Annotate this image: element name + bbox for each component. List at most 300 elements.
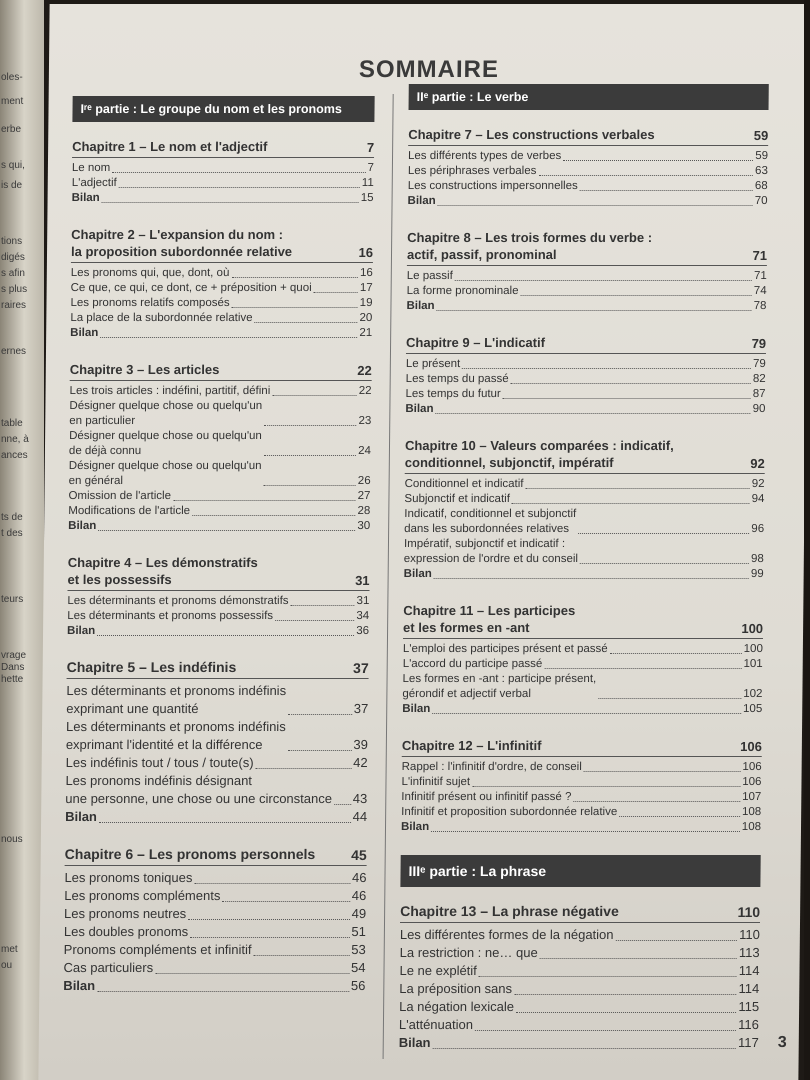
margin-fragment: ances (1, 450, 28, 461)
chapter-title-text: Chapitre 3 – Les articles (69, 362, 220, 377)
page-title: SOMMAIRE (358, 56, 500, 83)
dot-leader (479, 976, 737, 977)
toc-entry (399, 998, 759, 1016)
toc-entry (408, 164, 768, 179)
toc-entry (399, 962, 759, 980)
chapter-page-number: 7 (366, 140, 375, 155)
dot-leader (275, 620, 354, 621)
chapter-title (408, 126, 768, 146)
entry-page-number: 107 (742, 791, 762, 803)
entry-page-number: 24 (358, 445, 372, 457)
entry-label: Bilan (67, 625, 96, 637)
entry-label: Infinitif et proposition subordonnée relative (401, 806, 618, 818)
margin-fragment: ts de (1, 512, 23, 523)
entry-label: Les pronoms toniques (64, 870, 193, 885)
toc-entry (402, 760, 762, 775)
chapter-block (402, 602, 763, 717)
entry-label: Bilan (63, 978, 96, 993)
dot-leader (254, 955, 350, 956)
entry-page-number: 101 (743, 658, 763, 670)
entry-page-number: 92 (751, 478, 765, 490)
chapter-title (71, 226, 373, 263)
background-edge (804, 0, 810, 1080)
margin-fragment: tions (1, 236, 23, 247)
toc-entry (70, 311, 372, 326)
chapter-title (400, 903, 760, 923)
dot-leader (573, 801, 740, 802)
toc-entry (404, 507, 764, 537)
entry-label: Conditionnel et indicatif (404, 478, 524, 490)
toc-entry (64, 869, 366, 887)
part-2-header: IIᵉ partie : Le verbe (409, 84, 769, 110)
entry-label: Bilan (400, 821, 430, 833)
dot-leader (192, 515, 355, 516)
entry-label: Les pronoms neutres (64, 906, 187, 921)
dot-leader (314, 292, 358, 293)
entry-page-number: 114 (738, 981, 760, 996)
dot-leader (516, 1012, 736, 1013)
chapter-page-number: 100 (741, 621, 764, 636)
dot-leader (580, 190, 753, 191)
entry-label: Bilan (71, 192, 100, 204)
entry-page-number: 68 (754, 180, 768, 192)
entry-page-number: 90 (752, 403, 766, 415)
chapter-title (72, 138, 374, 158)
entry-label: Indicatif, conditionnel et subjonctif dans les subordonnées relatives (404, 508, 577, 535)
entry-label: Les différents types de verbes (407, 150, 562, 162)
entry-label: La préposition sans (399, 981, 513, 996)
margin-fragment: s plus (1, 284, 28, 295)
entry-label: L'emploi des participes présent et passé (402, 643, 608, 655)
part-3-header: IIIᵉ partie : La phrase (400, 855, 760, 887)
dot-leader (437, 310, 752, 311)
dot-leader (616, 940, 738, 941)
chapter-page-number: 106 (740, 739, 762, 754)
entry-page-number: 28 (357, 505, 371, 517)
toc-entry (400, 926, 760, 944)
right-column (398, 84, 768, 1072)
entry-page-number: 37 (353, 701, 369, 716)
entry-label: Bilan (398, 1035, 431, 1050)
bilan-entry (67, 624, 369, 639)
chapter-block (72, 138, 375, 206)
page-number: 3 (777, 1034, 787, 1051)
toc-entry (71, 281, 373, 296)
toc-entry (69, 459, 371, 489)
entry-label: Les pronoms indéfinis désignant une personne, une chose ou une circonstance (65, 773, 333, 806)
entry-page-number: 44 (352, 809, 368, 824)
entry-label: L'accord du participe passé (402, 658, 543, 670)
toc-entry (68, 489, 370, 504)
entry-label: La restriction : ne… que (399, 945, 538, 960)
entry-page-number: 43 (352, 791, 368, 806)
dot-leader (173, 500, 356, 501)
dot-leader (255, 322, 358, 323)
toc-entry (404, 492, 764, 507)
entry-page-number: 114 (738, 963, 760, 978)
chapter-page-number: 71 (752, 248, 768, 263)
chapter-title (407, 229, 767, 266)
entry-page-number: 17 (359, 282, 373, 294)
toc-entry (70, 296, 372, 311)
dot-leader (512, 503, 750, 504)
dot-leader (584, 771, 741, 772)
entry-page-number: 7 (367, 162, 374, 174)
left-chapter-list (63, 138, 374, 995)
dot-leader (272, 395, 357, 396)
entry-page-number: 11 (361, 177, 374, 189)
dot-leader (222, 901, 349, 902)
entry-page-number: 26 (357, 475, 371, 487)
entry-label: Bilan (403, 568, 432, 580)
dot-leader (434, 578, 749, 579)
toc-entry (401, 805, 761, 820)
entry-label: Cas particuliers (63, 960, 154, 975)
chapter-title (67, 659, 369, 679)
toc-entry (408, 149, 768, 164)
dot-leader (511, 383, 751, 384)
chapter-title-text: Chapitre 13 – La phrase négative (400, 903, 619, 919)
chapter-block (407, 126, 768, 209)
entry-label: Le passif (406, 270, 453, 282)
chapter-title (67, 554, 369, 591)
entry-label: Bilan (68, 520, 97, 532)
dot-leader (578, 533, 749, 534)
dot-leader (97, 635, 354, 636)
toc-entry (403, 657, 763, 672)
entry-page-number: 22 (358, 385, 372, 397)
toc-entry (68, 504, 370, 519)
entry-page-number: 74 (753, 285, 767, 297)
bilan-entry (401, 820, 761, 835)
entry-page-number: 87 (752, 388, 766, 400)
dot-leader (190, 937, 349, 938)
entry-label: Le nom (71, 162, 111, 174)
dot-leader (264, 455, 356, 456)
dot-leader (334, 804, 351, 805)
dot-leader (475, 1030, 736, 1031)
chapter-page-number: 59 (753, 128, 769, 143)
margin-fragment: s qui, (1, 160, 25, 171)
bilan-entry (404, 567, 764, 582)
chapter-title-text: Chapitre 12 – L'infinitif (401, 738, 542, 753)
dot-leader (264, 425, 356, 426)
entry-label: La place de la subordonnée relative (70, 312, 253, 324)
chapter-page-number: 16 (358, 245, 374, 260)
margin-fragment: oles- (1, 72, 23, 83)
entry-page-number: 20 (359, 312, 373, 324)
entry-label: Rappel : l'infinitif d'ordre, de conseil (401, 761, 582, 773)
entry-page-number: 63 (755, 165, 768, 177)
chapter-title (70, 361, 372, 381)
dot-leader (100, 337, 357, 338)
margin-fragment: raires (1, 300, 27, 311)
entry-page-number: 39 (353, 737, 368, 752)
chapter-page-number: 92 (750, 456, 765, 471)
entry-page-number: 98 (750, 553, 764, 565)
toc-entry (72, 176, 374, 191)
chapter-block (68, 361, 372, 534)
toc-entry (408, 179, 768, 194)
left-column (63, 96, 375, 1015)
dot-leader (563, 160, 753, 161)
chapter-title-text: Chapitre 9 – L'indicatif (406, 335, 546, 350)
entry-label: Les doubles pronoms (63, 924, 189, 939)
entry-label: Désigner quelque chose ou quelqu'un en général (68, 460, 262, 487)
toc-entry (406, 372, 766, 387)
toc-entry (402, 672, 762, 702)
entry-page-number: 34 (356, 610, 370, 622)
dot-leader (119, 187, 360, 188)
toc-entry (400, 944, 760, 962)
bilan-entry (70, 326, 372, 341)
entry-page-number: 100 (743, 643, 763, 655)
entry-page-number: 42 (353, 755, 368, 770)
bilan-entry (407, 194, 767, 209)
toc-entry (69, 429, 371, 459)
margin-fragment: table (1, 418, 23, 429)
entry-page-number: 115 (738, 999, 760, 1014)
margin-fragment: nous (1, 834, 23, 845)
dot-leader (520, 295, 751, 296)
toc-entry (65, 772, 367, 808)
dot-leader (580, 563, 749, 564)
column-divider (383, 94, 394, 1059)
chapter-page-number: 22 (357, 363, 372, 378)
dot-leader (431, 831, 740, 832)
toc-entry (404, 537, 764, 567)
entry-page-number: 70 (754, 195, 768, 207)
entry-page-number: 108 (741, 806, 762, 818)
toc-entry (67, 594, 369, 609)
margin-fragment: ernes (1, 346, 27, 357)
dot-leader (288, 714, 352, 715)
entry-label: Pronoms compléments et infinitif (63, 942, 252, 957)
toc-entry (407, 284, 767, 299)
dot-leader (455, 280, 752, 281)
toc-page (38, 4, 809, 1080)
toc-entry (67, 609, 369, 624)
entry-label: Infinitif présent ou infinitif passé ? (401, 791, 572, 803)
entry-label: Les pronoms relatifs composés (70, 297, 230, 309)
dot-leader (263, 485, 355, 486)
entry-page-number: 110 (739, 927, 760, 942)
entry-page-number: 31 (356, 595, 370, 607)
chapter-block (65, 659, 369, 826)
dot-leader (432, 713, 741, 714)
entry-page-number: 71 (753, 270, 767, 282)
dot-leader (462, 368, 751, 369)
entry-label: Bilan (406, 300, 435, 312)
toc-entry (71, 266, 373, 281)
margin-fragment: teurs (1, 594, 24, 605)
entry-label: Les pronoms compléments (64, 888, 221, 903)
dot-leader (102, 202, 359, 203)
chapter-title (65, 846, 367, 866)
margin-fragment: erbe (1, 124, 22, 135)
margin-fragment: t des (1, 528, 23, 539)
entry-page-number: 49 (351, 906, 367, 921)
entry-page-number: 53 (351, 942, 366, 957)
entry-label: Les temps du passé (405, 373, 509, 385)
entry-label: Le ne explétif (399, 963, 477, 978)
previous-page-edge (0, 0, 44, 1080)
entry-page-number: 79 (753, 358, 766, 370)
entry-label: Bilan (70, 327, 99, 339)
entry-label: Bilan (407, 195, 436, 207)
chapter-block (404, 437, 766, 582)
entry-label: Les indéfinis tout / tous / toute(s) (65, 755, 254, 770)
entry-page-number: 30 (357, 520, 371, 532)
toc-entry (403, 642, 763, 657)
entry-page-number: 16 (359, 267, 373, 279)
chapter-block (399, 903, 761, 1052)
entry-label: L'infinitif sujet (401, 776, 471, 788)
dot-leader (194, 883, 350, 884)
chapter-title-text: Chapitre 8 – Les trois formes du verbe : actif, passif, pronominal (406, 230, 653, 262)
chapter-title (403, 602, 763, 639)
entry-page-number: 99 (750, 568, 764, 580)
entry-page-number: 46 (351, 888, 367, 903)
dot-leader (619, 816, 740, 817)
entry-label: Les temps du futur (405, 388, 501, 400)
margin-fragment: ment (1, 96, 24, 107)
dot-leader (112, 172, 365, 173)
toc-entry (64, 887, 366, 905)
margin-fragment: nne, à (1, 434, 29, 445)
margin-fragment: met (1, 944, 18, 955)
chapter-title (405, 437, 765, 474)
toc-entry (405, 477, 765, 492)
entry-page-number: 108 (741, 821, 762, 833)
chapter-page-number: 79 (751, 336, 767, 351)
dot-leader (525, 488, 749, 489)
chapter-title-text: Chapitre 11 – Les participes et les formes en -ant (403, 603, 576, 635)
toc-entry (64, 923, 366, 941)
chapter-title (402, 737, 762, 757)
entry-page-number: 96 (751, 523, 765, 535)
dot-leader (188, 919, 349, 920)
toc-entry (64, 941, 366, 959)
margin-fragment: ou (1, 960, 13, 971)
dot-leader (514, 994, 737, 995)
dot-leader (503, 398, 751, 399)
entry-page-number: 102 (743, 688, 763, 700)
entry-page-number: 21 (359, 327, 373, 339)
toc-entry (407, 269, 767, 284)
chapter-title-text: Chapitre 2 – L'expansion du nom : la proposition subordonnée relative (70, 227, 293, 259)
dot-leader (540, 958, 737, 959)
toc-entry (401, 790, 761, 805)
dot-leader (610, 653, 742, 654)
chapter-block (406, 229, 767, 314)
dot-leader (291, 605, 355, 606)
entry-label: Impératif, subjonctif et indicatif : expression de l'ordre et du conseil (403, 538, 579, 565)
entry-page-number: 94 (751, 493, 765, 505)
entry-label: L'adjectif (71, 177, 117, 189)
entry-label: Les déterminants et pronoms indéfinis exprimant l'identité et la différence (65, 719, 286, 752)
chapter-page-number: 37 (353, 660, 369, 676)
margin-fragment: s afin (1, 268, 25, 279)
dot-leader (538, 175, 753, 176)
entry-page-number: 105 (743, 703, 763, 715)
dot-leader (231, 277, 358, 278)
entry-page-number: 36 (356, 625, 370, 637)
entry-page-number: 106 (742, 776, 762, 788)
dot-leader (99, 822, 351, 823)
entry-page-number: 51 (351, 924, 366, 939)
dot-leader (155, 973, 349, 974)
entry-label: Ce que, ce qui, ce dont, ce + préposition + quoi (70, 282, 312, 294)
entry-label: Bilan (65, 809, 98, 824)
dot-leader (598, 698, 741, 699)
entry-page-number: 56 (350, 978, 366, 993)
chapter-title-text: Chapitre 10 – Valeurs comparées : indicatif, conditionnel, subjonctif, impératif (404, 438, 674, 470)
bilan-entry (399, 1034, 759, 1052)
entry-label: Modifications de l'article (68, 505, 191, 517)
chapter-title-text: Chapitre 7 – Les constructions verbales (408, 127, 655, 142)
entry-page-number: 78 (753, 300, 767, 312)
toc-entry (63, 959, 365, 977)
dot-leader (256, 768, 352, 769)
toc-entry (66, 718, 368, 754)
toc-entry (405, 387, 765, 402)
bilan-entry (405, 402, 765, 417)
entry-label: Les périphrases verbales (407, 165, 537, 177)
dot-leader (438, 205, 753, 206)
entry-label: Bilan (402, 703, 431, 715)
entry-label: Les déterminants et pronoms démonstratifs (67, 595, 289, 607)
entry-label: Subjonctif et indicatif (404, 493, 510, 505)
dot-leader (97, 991, 349, 992)
toc-entry (69, 399, 371, 429)
toc-entry (66, 682, 368, 718)
chapter-block (67, 554, 370, 639)
bilan-entry (68, 519, 370, 534)
margin-fragment: is de (1, 180, 23, 191)
entry-page-number: 15 (360, 192, 374, 204)
bilan-entry (72, 191, 374, 206)
chapter-title-text: Chapitre 6 – Les pronoms personnels (64, 846, 316, 862)
dot-leader (435, 413, 750, 414)
entry-label: Omission de l'article (68, 490, 172, 502)
entry-label: Le présent (405, 358, 461, 370)
toc-entry (72, 161, 374, 176)
dot-leader (472, 786, 740, 787)
dot-leader (432, 1048, 735, 1049)
entry-label: Les trois articles : indéfini, partitif, défini (69, 385, 271, 397)
dot-leader (98, 530, 355, 531)
entry-label: Les différentes formes de la négation (399, 927, 614, 942)
toc-entry (401, 775, 761, 790)
dot-leader (287, 750, 351, 751)
entry-label: Désigner quelque chose ou quelqu'un en particulier (69, 400, 263, 427)
entry-page-number: 117 (737, 1035, 759, 1050)
entry-label: La négation lexicale (399, 999, 515, 1014)
bilan-entry (406, 299, 766, 314)
entry-page-number: 19 (359, 297, 373, 309)
chapter-block (63, 846, 367, 995)
entry-page-number: 54 (350, 960, 366, 975)
bilan-entry (65, 808, 367, 826)
toc-entry (69, 384, 371, 399)
entry-label: Les pronoms qui, que, dont, où (70, 267, 230, 279)
entry-label: Les déterminants et pronoms possessifs (67, 610, 274, 622)
chapter-page-number: 110 (737, 904, 761, 920)
chapter-title-text: Chapitre 1 – Le nom et l'adjectif (72, 139, 268, 154)
chapter-block (70, 226, 373, 341)
toc-entry (66, 754, 368, 772)
